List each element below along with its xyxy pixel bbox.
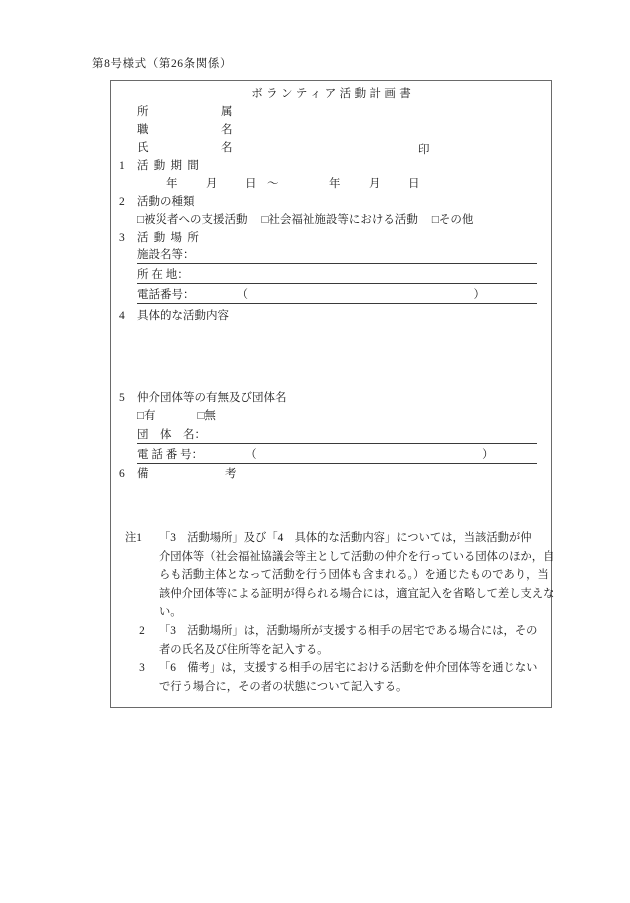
section-2-number: 2 [119,196,125,208]
activity-period-day-from: 日 [245,178,257,190]
group-name-label: 団 体 名： [137,426,206,444]
note-line: 該仲介団体等による証明が得られる場合には，適宜記入を省略して差し支えな [159,587,555,600]
note-line: らも活動主体となって活動を行う団体も含まれる。）を通じたものであり，当 [159,569,549,582]
note-line: 「6 備考」は，支援する相手の居宅における活動を仲介団体等を通じない [159,662,538,675]
section-6-number: 6 [119,468,125,480]
activity-period-year-to: 年 [329,178,341,190]
form-container [110,80,555,708]
note-body [159,622,541,659]
checkbox-victim-support-icon[interactable]: □ [137,214,144,226]
section-3-number: 3 [119,232,125,244]
section-2-label: 活動の種類 [137,196,195,208]
checkbox-other-icon[interactable]: □ [431,214,439,226]
note-line: 者の氏名及び住所等を記入する。 [159,643,329,656]
facility-phone-paren: （ ） [236,289,513,301]
checkbox-no-intermediary-icon[interactable]: □ [197,410,205,422]
section-5-number: 5 [119,392,125,404]
form-code-header: 第8号様式（第26条関係） [92,58,233,70]
remarks-writing-area[interactable] [137,485,537,525]
note-line: 「3 活動場所」及び「4 具体的な活動内容」については，当該活動が仲 [159,532,532,544]
note-marker: 2 [139,624,145,637]
affiliation-label: 所 属 [137,106,249,118]
note-item [125,622,541,659]
option-welfare-facility-label: 社会福祉施設等における活動 [268,214,418,226]
facility-phone-field[interactable] [137,287,537,304]
activity-period-month-from: 月 [206,178,218,190]
group-phone-label: 電 話 番 号： [137,446,203,464]
option-victim-support-label: 被災者への支援活動 [143,214,248,226]
note-marker: 注1 [125,532,142,544]
note-line: 「3 活動場所」は，活動場所が支援する相手の居宅である場合には，その [159,624,538,637]
facility-phone-label: 電話番号： [137,286,195,304]
checkbox-has-intermediary-icon[interactable]: □ [137,410,144,422]
activity-period-year-from: 年 [166,178,178,190]
facility-name-field[interactable] [137,247,537,264]
job-title-label: 職 名 [137,124,249,136]
option-no-intermediary-label: 無 [204,410,216,422]
seal-label: 印 [418,144,430,156]
activity-period-range-mark: ～ [267,178,279,190]
note-line: い。 [159,606,182,619]
option-other-label: その他 [438,214,474,226]
facility-name-label: 施設名等： [137,246,195,264]
option-has-intermediary-label: 有 [143,410,156,422]
section-1-number: 1 [119,160,125,172]
page-title: ボランティア活動計画書 [251,88,415,100]
activity-details-writing-area[interactable] [137,327,537,389]
note-item [125,529,555,622]
facility-name-input[interactable] [195,246,538,264]
note-item [125,659,541,696]
group-phone-field[interactable] [137,447,537,464]
activity-period-month-to: 月 [369,178,381,190]
section-5-label: 仲介団体等の有無及び団体名 [137,392,287,404]
note-line: 介団体等（社会福祉協議会等主として活動の仲介を行っている団体のほか，自 [159,550,555,563]
note-body [159,529,554,622]
activity-type-options [137,213,473,227]
notes-section [125,529,555,696]
address-label: 所 在 地： [137,266,189,284]
note-marker: 3 [139,662,145,675]
facility-phone-input[interactable] [195,286,538,304]
address-input[interactable] [189,266,537,284]
checkbox-welfare-facility-icon[interactable]: □ [261,214,269,226]
section-3-label: 活 動 場 所 [137,232,201,244]
intermediary-presence-options [137,409,216,423]
section-4-label: 具体的な活動内容 [137,310,229,322]
group-name-input[interactable] [206,426,537,444]
group-phone-input[interactable] [203,446,537,464]
note-line: で行う場合に，その者の状態について記入する。 [159,680,408,693]
group-phone-paren: （ ） [245,449,522,461]
group-name-field[interactable] [137,427,537,444]
section-6-label: 備 考 [137,468,247,480]
activity-period-day-to: 日 [408,178,420,190]
note-body [159,659,541,696]
section-1-label: 活 動 期 間 [137,160,201,172]
address-field[interactable] [137,267,537,284]
section-4-number: 4 [119,310,125,322]
name-label: 氏 名 [137,142,249,154]
